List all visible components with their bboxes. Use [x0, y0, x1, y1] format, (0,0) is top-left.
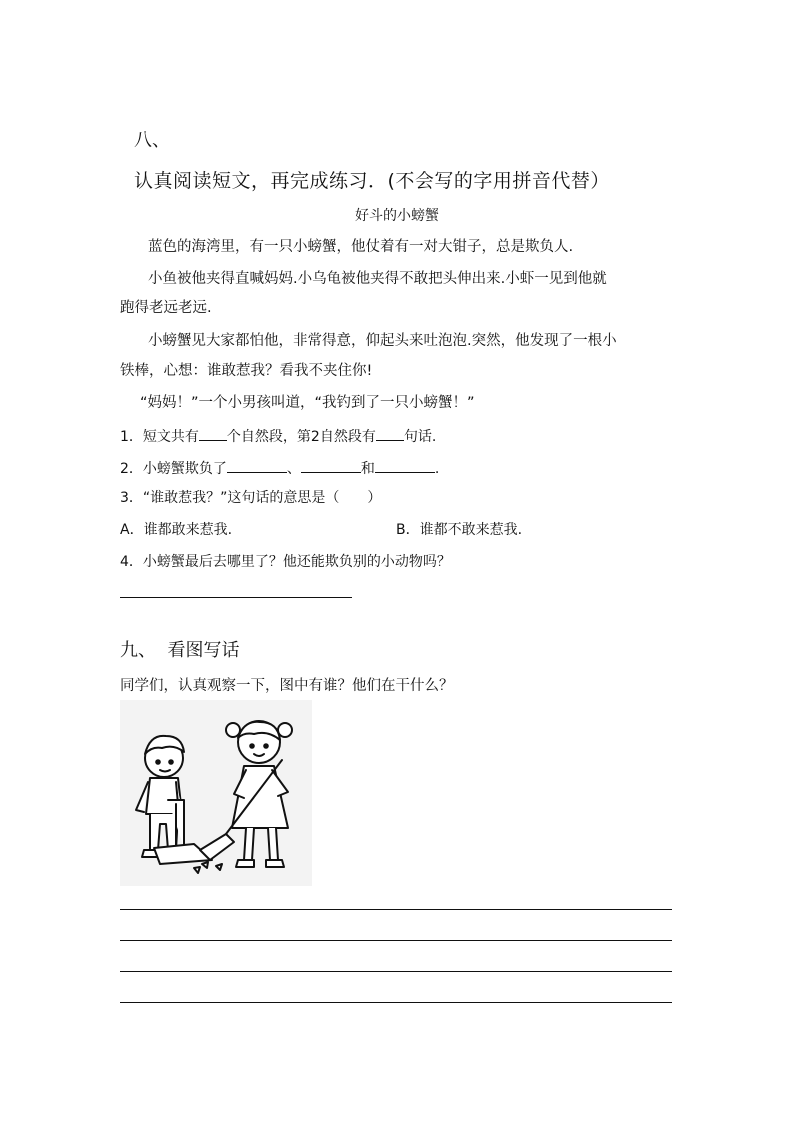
writing-prompt: 同学们，认真观察一下，图中有谁？他们在干什么？ — [120, 678, 454, 694]
section-9-number: 九、 — [120, 640, 156, 661]
question-4: 4．小螃蟹最后去哪里了？他还能欺负别的小动物吗？ — [120, 554, 451, 570]
writing-line-3[interactable] — [120, 971, 672, 972]
writing-line-4[interactable] — [120, 1002, 672, 1003]
question-3-option-b: B．谁都不敢来惹我. — [396, 522, 523, 538]
story-title: 好斗的小螃蟹 — [355, 208, 439, 224]
children-sweeping-illustration — [120, 700, 312, 886]
writing-line-2[interactable] — [120, 940, 672, 941]
paragraph-3-line-2: 铁棒，心想：谁敢惹我？看我不夹住你! — [120, 363, 373, 379]
answer-blank[interactable] — [227, 458, 287, 473]
answer-blank[interactable] — [301, 458, 361, 473]
paragraph-4: “妈妈！”一个小男孩叫道，“我钓到了一只小螃蟹！” — [140, 395, 475, 411]
reading-instruction: 认真阅读短文，再完成练习．(不会写的字用拼音代替） — [134, 170, 610, 192]
section-8-number: 八、 — [134, 130, 170, 151]
answer-blank[interactable] — [375, 458, 435, 473]
paragraph-1: 蓝色的海湾里，有一只小螃蟹，他仗着有一对大钳子，总是欺负人. — [148, 239, 574, 255]
answer-blank[interactable] — [199, 426, 227, 441]
paragraph-2-line-1: 小鱼被他夹得直喊妈妈.小乌龟被他夹得不敢把头伸出来.小虾一见到他就 — [148, 271, 607, 287]
question-1: 1．短文共有 个自然段，第2自然段有 句话. — [120, 426, 436, 446]
paragraph-3-line-1: 小螃蟹见大家都怕他，非常得意，仰起头来吐泡泡.突然，他发现了一根小 — [148, 333, 617, 349]
section-9-heading — [120, 636, 239, 662]
question-3: 3．“谁敢惹我？”这句话的意思是（ ） — [120, 490, 382, 506]
answer-blank[interactable] — [376, 426, 404, 441]
section-9-title: 看图写话 — [167, 640, 240, 661]
question-3-option-a: A．谁都敢来惹我. — [120, 522, 233, 538]
paragraph-2-line-2: 跑得老远老远. — [120, 300, 212, 316]
answer-line[interactable] — [120, 597, 352, 598]
question-2: 2．小螃蟹欺负了 、 和 . — [120, 458, 439, 478]
writing-line-1[interactable] — [120, 909, 672, 910]
